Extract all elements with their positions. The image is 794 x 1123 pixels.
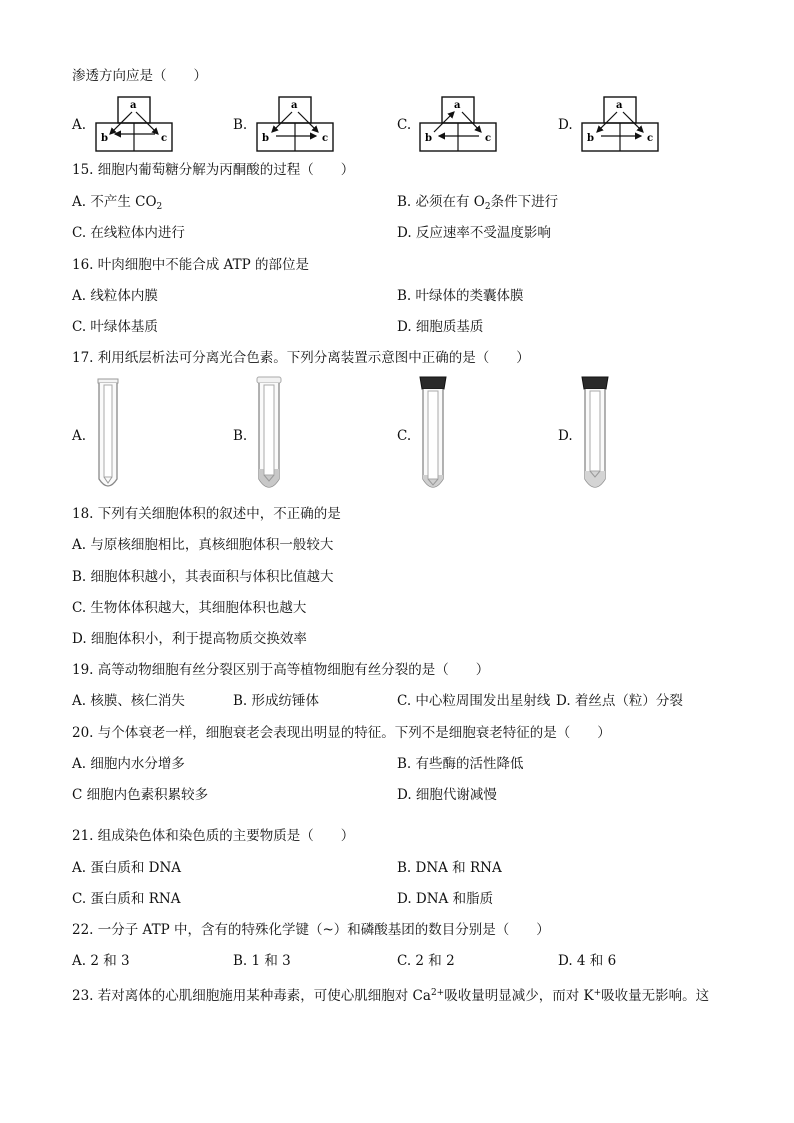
cell-label-b: b xyxy=(425,133,432,144)
q19-stem: 19. 高等动物细胞有丝分裂区别于高等植物细胞有丝分裂的是（ ） xyxy=(72,662,490,678)
osmosis-diagram-c xyxy=(419,96,499,154)
q20-option-c: C 细胞内色素积累较多 xyxy=(72,787,209,803)
cell-label-a: a xyxy=(130,100,137,111)
cell-label-b: b xyxy=(262,133,269,144)
q18-option-c: C. 生物体体积越大，其细胞体积也越大 xyxy=(72,600,307,616)
q15-option-a xyxy=(72,194,162,215)
q14-option-c-label: C. xyxy=(397,117,412,133)
q18-option-a: A. 与原核细胞相比，真核细胞体积一般较大 xyxy=(72,537,334,553)
q23-stem-pre: 23. 若对离体的心肌细胞施用某种毒素，可使心肌细胞对 Ca xyxy=(72,988,431,1004)
q22-option-d: D. 4 和 6 xyxy=(558,953,617,969)
q16-option-a: A. 线粒体内膜 xyxy=(72,288,158,304)
q17-option-d-label: D. xyxy=(558,428,573,444)
q19-option-d: D. 着丝点（粒）分裂 xyxy=(556,693,683,709)
q15-stem: 15. 细胞内葡萄糖分解为丙酮酸的过程（ ） xyxy=(72,162,355,178)
q21-stem: 21. 组成染色体和染色质的主要物质是（ ） xyxy=(72,828,355,844)
q22-option-b: B. 1 和 3 xyxy=(233,953,291,969)
osmosis-diagram-a xyxy=(95,96,175,154)
question-intro: 渗透方向应是（ ） xyxy=(72,68,207,84)
q14-option-b-label: B. xyxy=(233,117,248,133)
cell-label-b: b xyxy=(101,133,108,144)
cell-label-a: a xyxy=(454,100,461,111)
osmosis-diagram-d xyxy=(581,96,661,154)
q15-option-b-sub: 2 xyxy=(484,202,491,212)
cell-label-a: a xyxy=(291,100,298,111)
q23-sup-k: + xyxy=(593,988,602,998)
q14-option-a-label: A. xyxy=(72,117,87,133)
q16-option-b: B. 叶绿体的类囊体膜 xyxy=(397,288,524,304)
q21-option-c: C. 蛋白质和 RNA xyxy=(72,891,181,907)
q17-option-b-label: B. xyxy=(233,428,248,444)
q23-stem-mid: 吸收量明显减少，而对 K xyxy=(444,988,594,1004)
q20-option-b: B. 有些酶的活性降低 xyxy=(397,756,524,772)
q21-option-a: A. 蛋白质和 DNA xyxy=(72,860,182,876)
q17-stem: 17. 利用纸层析法可分离光合色素。下列分离装置示意图中正确的是（ ） xyxy=(72,350,530,366)
q20-option-a: A. 细胞内水分增多 xyxy=(72,756,185,772)
q21-option-b: B. DNA 和 RNA xyxy=(397,860,502,876)
q23-sup-ca: 2+ xyxy=(430,988,445,998)
q15-option-d: D. 反应速率不受温度影响 xyxy=(397,225,551,241)
q17-option-a-label: A. xyxy=(72,428,87,444)
q19-option-b: B. 形成纺锤体 xyxy=(233,693,320,709)
q20-stem: 20. 与个体衰老一样，细胞衰老会表现出明显的特征。下列不是细胞衰老特征的是（ ） xyxy=(72,725,611,741)
q18-option-d: D. 细胞体积小，利于提高物质交换效率 xyxy=(72,631,307,647)
cell-label-b: b xyxy=(587,133,594,144)
q16-option-d: D. 细胞质基质 xyxy=(397,319,484,335)
cell-label-c: c xyxy=(485,133,492,144)
test-tube-d xyxy=(580,375,610,495)
q15-option-a-sub: 2 xyxy=(156,202,163,212)
q18-option-b: B. 细胞体积越小，其表面积与体积比值越大 xyxy=(72,569,334,585)
test-tube-b xyxy=(254,375,284,495)
q17-option-c-label: C. xyxy=(397,428,412,444)
q22-option-c: C. 2 和 2 xyxy=(397,953,455,969)
q14-option-d-label: D. xyxy=(558,117,573,133)
q16-option-c: C. 叶绿体基质 xyxy=(72,319,158,335)
q20-option-d: D. 细胞代谢减慢 xyxy=(397,787,497,803)
test-tube-c xyxy=(418,375,448,495)
q21-option-d: D. DNA 和脂质 xyxy=(397,891,494,907)
q15-option-b xyxy=(397,194,558,215)
q22-stem: 22. 一分子 ATP 中，含有的特殊化学键（~）和磷酸基团的数目分别是（ ） xyxy=(72,922,550,938)
q15-option-a-text: A. 不产生 CO xyxy=(72,194,157,210)
q15-option-c: C. 在线粒体内进行 xyxy=(72,225,185,241)
q15-option-b-post: 条件下进行 xyxy=(490,194,559,210)
q19-option-a: A. 核膜、核仁消失 xyxy=(72,693,185,709)
test-tube-a xyxy=(94,375,122,495)
q16-stem: 16. 叶肉细胞中不能合成 ATP 的部位是 xyxy=(72,257,309,273)
cell-label-c: c xyxy=(647,133,654,144)
q23-stem-post: 吸收量无影响。这 xyxy=(601,988,710,1004)
q15-option-b-pre: B. 必须在有 O xyxy=(397,194,485,210)
q18-stem: 18. 下列有关细胞体积的叙述中，不正确的是 xyxy=(72,506,341,522)
cell-label-c: c xyxy=(161,133,168,144)
cell-label-a: a xyxy=(616,100,623,111)
q23-stem xyxy=(72,985,709,1004)
q22-option-a: A. 2 和 3 xyxy=(72,953,130,969)
q19-option-c: C. 中心粒周围发出星射线 xyxy=(397,693,551,709)
cell-label-c: c xyxy=(322,133,329,144)
osmosis-diagram-b xyxy=(256,96,336,154)
